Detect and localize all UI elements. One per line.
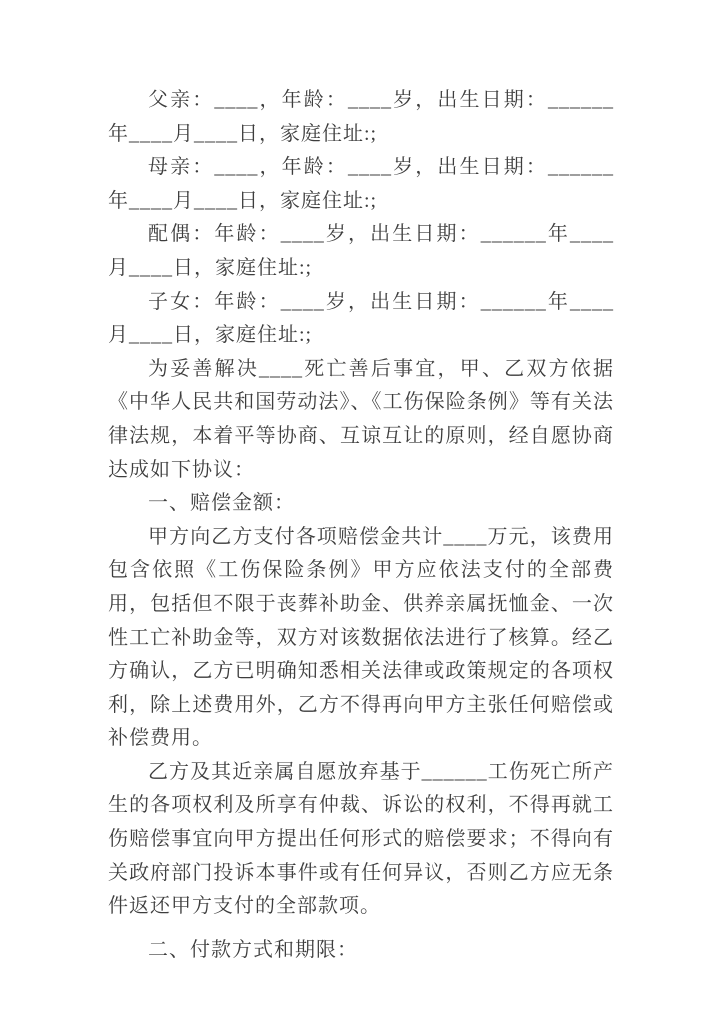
paragraph-preamble: 为妥善解决____死亡善后事宜，甲、乙双方依据《中华人民共和国劳动法》、《工伤保险条例》等有关法律法规，本着平等协商、互谅互让的原则，经自愿协商达成如下协议：	[108, 357, 614, 481]
paragraph-father-info: 父亲：____，年龄：____岁，出生日期：______年____月____日，家庭住址:;	[108, 89, 614, 145]
paragraph-spouse-info: 配偶：年龄：____岁，出生日期：______年____月____日，家庭住址:;	[108, 223, 614, 279]
paragraph-waiver-of-rights: 乙方及其近亲属自愿放弃基于______工伤死亡所产生的各项权利及所享有仲裁、诉讼的权利，不得再就工伤赔偿事宜向甲方提出任何形式的赔偿要求；不得向有关政府部门投诉本事件或有任何异议，否则乙方应无条件返还甲方支付的全部款项。	[108, 760, 614, 918]
paragraph-compensation-details: 甲方向乙方支付各项赔偿金共计____万元，该费用包含依照《工伤保险条例》甲方应依法支付的全部费用，包括但不限于丧葬补助金、供养亲属抚恤金、一次性工亡补助金等，双方对该数据依法进行了核算。经乙方确认，乙方已明确知悉相关法律或政策规定的各项权利，除上述费用外，乙方不得再向甲方主张任何赔偿或补偿费用。	[108, 525, 614, 750]
section-heading-compensation-amount: 一、赔偿金额：	[148, 492, 295, 515]
document-body	[108, 84, 614, 967]
paragraph-mother-info: 母亲：____，年龄：____岁，出生日期：______年____月____日，家庭住址:;	[108, 156, 614, 212]
paragraph-children-info: 子女：年龄：____岁，出生日期：______年____月____日，家庭住址:;	[108, 290, 614, 347]
section-heading-payment-terms: 二、付款方式和期限：	[148, 938, 358, 961]
